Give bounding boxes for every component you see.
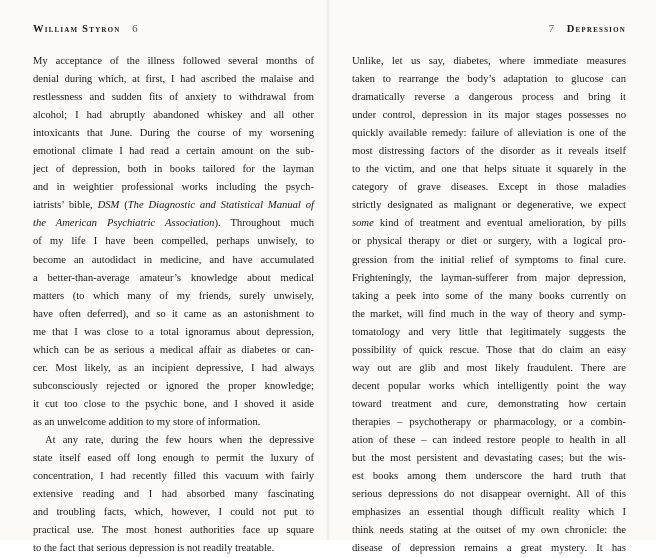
text-line: extensive reading and I had absorbed many fascinating <box>33 489 314 501</box>
text-line: and in weightier professional works including the psych- <box>33 182 314 194</box>
text-line: as an unwelcome addition to my store of information. <box>33 416 261 428</box>
text-line: state itself eased off long enough to permit the luxury of <box>33 453 314 465</box>
text-line: the market, will find much in the way of theory and symp- <box>352 308 626 320</box>
text-line: way out are glib and most likely fraudulent. There are <box>352 362 626 374</box>
text-line: ation of these – can indeed restore people to health in all <box>352 434 626 446</box>
text-line: gression from the initial relief of symptoms to final cure. <box>352 254 626 266</box>
text-line: have often deferred), and so it came as an astonishment to <box>33 308 314 320</box>
text-line: iatrists’ bible, DSM (The Diagnostic and Statistical Manual of <box>33 200 314 212</box>
text-line: emotional climate I had read a certain amount on the sub- <box>33 146 314 158</box>
left-running-head <box>33 22 314 36</box>
text-line: est books among them underscore the hard truth that <box>352 471 626 483</box>
text-line: alcohol; I had abruptly abandoned whiskey and all other <box>33 110 314 122</box>
text-line: to the fact that serious depression is not readily treatable. <box>33 543 275 555</box>
right-running-head <box>352 22 626 36</box>
text-line: strictly designated as malignant or degenerative, we expect <box>352 200 626 212</box>
text-line: or physical therapy or diet or surgery, with a logical pro- <box>352 236 626 248</box>
book-title: Depression <box>566 24 626 35</box>
author-name: William Styron <box>33 24 121 35</box>
text-line: under control, depression in its major stages possesses no <box>352 110 626 122</box>
text-line: matters (to which many of my friends, surely unwisely, <box>33 290 314 302</box>
text-line: Unlike, let us say, diabetes, where immediate measures <box>352 56 626 67</box>
text-line: to the victim, and one that helps situate it squarely in the <box>352 164 626 176</box>
text-line: intoxicants that June. During the course of my worsening <box>33 128 314 140</box>
text-line: cer. Most likely, as an incipient depressive, I had always <box>33 362 314 374</box>
text-line: taken to rearrange the body’s adaptation to glucose can <box>352 74 626 86</box>
text-line: most distressing factors of the disorder as it reveals itself <box>352 146 626 158</box>
right-body-text <box>352 53 626 558</box>
text-line: denial during which, at first, I had ascribed the malaise and <box>33 74 314 86</box>
text-line: toward treatment and cure, demonstrating how certain <box>352 398 626 410</box>
text-line: and troubling facts, which, however, I could not put to <box>33 507 314 519</box>
text-line: think needs stating at the outset of my own chronicle: the <box>352 525 626 537</box>
text-line: it cut too close to the psychic bone, and I shoved it aside <box>33 398 314 410</box>
page-number-right: 7 <box>548 23 556 35</box>
left-body-text <box>33 53 314 558</box>
text-line: taking a peek into some of the many books currently on <box>352 290 626 302</box>
text-line: but the most persistent and devastating cases; but the wis- <box>352 453 626 465</box>
text-line: My acceptance of the illness followed several months of <box>33 56 314 67</box>
text-line: subconsciously rejected or ignored the proper knowledge; <box>33 380 314 392</box>
text-line: restlessness and sudden fits of anxiety to withdrawal from <box>33 92 314 104</box>
text-line: the American Psychiatric Association). Throughout much <box>33 218 315 230</box>
text-line: disease of depression remains a great mystery. It has <box>352 543 626 555</box>
text-line: of my life I have been compelled, perhaps unwisely, to <box>33 236 314 248</box>
text-line: ject of depression, both in books tailored for the layman <box>33 164 314 176</box>
text-line: dramatically reverse a dangerous process and bring it <box>352 92 626 104</box>
text-line: decent popular works which intelligently point the way <box>352 380 626 392</box>
text-line: emphasizes an essential though difficult reality which I <box>352 507 626 519</box>
text-line: a better-than-average amateur’s knowledge about medical <box>33 272 314 284</box>
page-number-left: 6 <box>132 23 139 35</box>
text-line: become an autodidact in medicine, and have accumulated <box>33 254 314 266</box>
text-line: which can be as serious a medical affair as diabetes or can- <box>33 344 314 356</box>
text-line: some kind of treatment and eventual amelioration, by pills <box>352 218 626 230</box>
text-line: category of grave diseases. Except in those maladies <box>352 182 626 194</box>
text-line: tomatology and very little that legitimately suggests the <box>352 326 626 338</box>
text-line: serious depressions do not disappear overnight. All of this <box>352 489 626 501</box>
text-line: practical use. The most honest authorities face up square <box>33 525 314 537</box>
right-page <box>328 0 656 555</box>
text-line: Frighteningly, the layman-sufferer from major depression, <box>352 272 626 284</box>
text-line: me that I was close to a total ignoramus about depression, <box>33 326 314 338</box>
text-line: possibility of quick rescue. Those that do claim an easy <box>352 344 626 356</box>
text-line: quickly available remedy: failure of alleviation is one of the <box>352 128 626 140</box>
text-line: At any rate, during the few hours when the depressive <box>45 434 314 446</box>
left-page <box>0 0 328 555</box>
text-line: therapies – psychotherapy or pharmacology, or a combin- <box>352 416 626 428</box>
text-line: concentration, I had recently filled this vacuum with fairly <box>33 471 314 483</box>
